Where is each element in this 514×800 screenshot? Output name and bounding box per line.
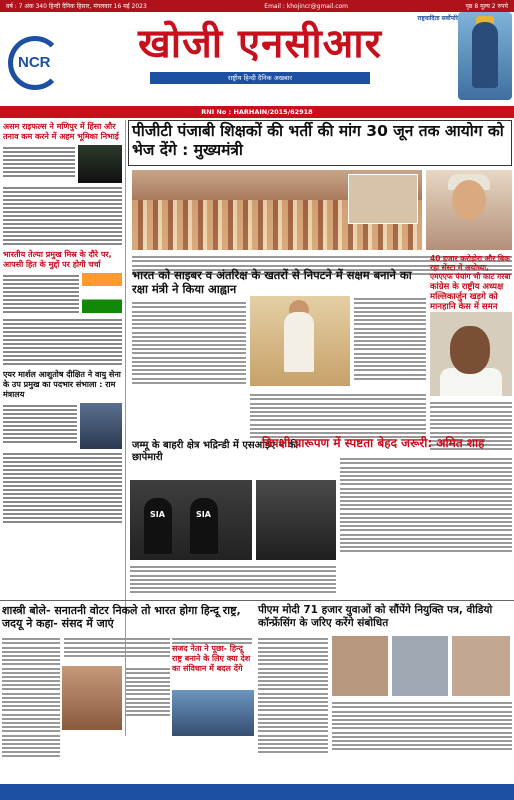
divider bbox=[0, 600, 514, 601]
newspaper-title: खोजी एनसीआर bbox=[137, 21, 382, 67]
officer-shape bbox=[190, 498, 218, 554]
officer-shape bbox=[144, 498, 172, 554]
small-headline: 40 हजार करोड़ोरा और बिक रहा सेंस्टा में अयोध्या, एमएएफ पंचांग भी काट गरबा bbox=[430, 254, 511, 281]
body-shape bbox=[284, 312, 314, 372]
kharge-headline: कांग्रेस के राष्ट्रीय अध्यक्ष मल्लिकार्जुन खड़गे को मानहानि केस में समन bbox=[430, 282, 504, 312]
tagline: राष्ट्रवादिता सर्वोपरि bbox=[417, 15, 458, 22]
sia-photo-2 bbox=[256, 480, 336, 560]
sia-photo bbox=[130, 480, 252, 560]
article-body bbox=[3, 273, 79, 315]
flag-image bbox=[82, 273, 122, 313]
modi-body-2 bbox=[332, 700, 512, 752]
email-text: Email : khojincr@gmail.com bbox=[264, 2, 349, 10]
cm-photo bbox=[426, 170, 512, 250]
officer-photo bbox=[80, 403, 122, 449]
cyber-headline: भारत को साइबर व अंतरिक्ष के खतरों से निपटने में सक्षम बनाने का रक्षा मंत्री ने किया आह्वान bbox=[132, 268, 412, 296]
leader-photo bbox=[172, 690, 254, 736]
logo-text: NCR bbox=[18, 54, 51, 71]
modi-body bbox=[258, 636, 328, 755]
deity-image bbox=[458, 12, 512, 100]
issue-info: वर्ष : 7 अंक 340 हिन्दी दैनिक हिसार, मंगलवार 16 मई 2023 bbox=[6, 3, 147, 10]
cyber-body-3 bbox=[250, 392, 426, 440]
face-shape bbox=[450, 326, 490, 374]
jammu-headline: जम्मू के बाहरी क्षेत्र भद्रिन्डी में एसआईए ने की छापेमारी bbox=[132, 440, 299, 463]
cyber-body-2 bbox=[354, 296, 426, 382]
modi-headline: पीएम मोदी 71 हजार युवाओं को सौंपेंगे नियुक्ति पत्र, वीडियो कॉन्फ्रेंसिंग के जरिए करेंगे संबोधित bbox=[258, 604, 493, 629]
vipaksh-body bbox=[340, 456, 512, 555]
shastri-photo bbox=[62, 666, 122, 730]
top-strip bbox=[0, 0, 514, 12]
jammu-body bbox=[130, 564, 336, 596]
footer-band bbox=[0, 784, 514, 800]
sia-label: SIA bbox=[150, 510, 165, 519]
article-body bbox=[0, 450, 125, 526]
price-info: पृष्ठ 8 मूल्य 2 रुपये bbox=[465, 3, 508, 10]
small-headline-2: सजद नेता ने पूछा- हिन्दू राष्ट्र बनाने के लिए क्या देश का संविधान में बदल देंगे bbox=[172, 644, 251, 673]
left-headline-2: भारतीय तेल्या प्रमुख मिस्र के दौरे पर, आपसी हित के मुद्दों पर होगी चर्चा bbox=[3, 250, 112, 269]
inset-photo bbox=[348, 174, 418, 224]
article-body bbox=[3, 403, 77, 449]
sia-label: SIA bbox=[196, 510, 211, 519]
official-photo bbox=[452, 636, 510, 696]
ncr-logo bbox=[4, 34, 66, 96]
left-headline-3: एयर मार्शल आशुतोष दीक्षित ने वायु सेना के उप प्रमुख का पदभार संभाला : राम मंत्रालय bbox=[3, 370, 121, 399]
kharge-photo bbox=[430, 312, 512, 396]
cyber-body bbox=[132, 300, 246, 386]
shastri-body-3 bbox=[126, 666, 170, 718]
article-body bbox=[0, 184, 125, 248]
shastri-body-2 bbox=[64, 636, 170, 659]
article-body bbox=[3, 145, 75, 183]
vipaksh-headline: विपक्षी प्रारूपण में स्पष्टता बेहद जरूरी: अमित शाह bbox=[262, 436, 485, 450]
official-photo bbox=[392, 636, 448, 696]
shastri-body bbox=[2, 636, 60, 760]
shastri-headline: शास्त्री बोले- सनातनी वोटर निकले तो भारत होगा हिन्दू राष्ट्र, जदयू ने कहा- संसद में जाएं bbox=[2, 604, 241, 630]
masthead bbox=[0, 12, 514, 104]
article-body bbox=[0, 316, 125, 368]
left-headline-1: असम राइफल्स ने मणिपुर में हिंसा और तनाव कम करने में अहम भूमिका निभाई bbox=[3, 122, 119, 141]
rni-number: RNI No : HARHAIN/2015/62918 bbox=[0, 106, 514, 118]
newspaper-subtitle: राष्ट्रीय हिन्दी दैनिक अखबार bbox=[150, 72, 370, 84]
figure-shape bbox=[472, 22, 498, 88]
rajnath-photo bbox=[250, 296, 350, 386]
lead-headline: पीजीटी पंजाबी शिक्षकों की भर्ती की मांग 30 जून तक आयोग को भेज देंगे : मुख्यमंत्री bbox=[132, 122, 504, 159]
rally-photo bbox=[132, 170, 422, 250]
army-photo bbox=[78, 145, 122, 183]
face-shape bbox=[452, 180, 486, 220]
modi-photos bbox=[332, 636, 512, 696]
official-photo bbox=[332, 636, 388, 696]
